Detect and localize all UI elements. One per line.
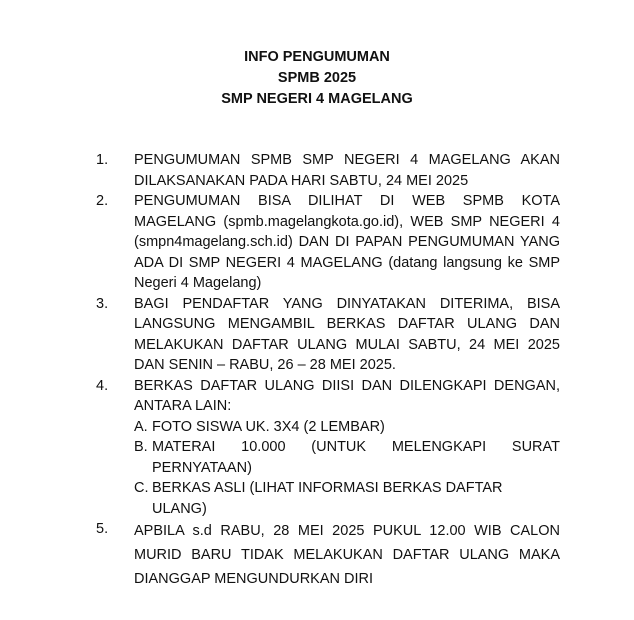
list-item-number: 2.	[96, 193, 109, 209]
list-item-1	[96, 150, 560, 191]
sub-item-text: BERKAS ASLI (LIHAT INFORMASI BERKAS DAFTAR ULANG)	[152, 480, 503, 517]
list-item-number: 1.	[96, 152, 109, 168]
sub-item-b	[134, 437, 560, 478]
list-item-number: 4.	[96, 377, 109, 394]
list-item-4	[96, 376, 560, 520]
list-item-3	[96, 294, 560, 376]
sub-item-a	[134, 417, 560, 438]
sub-item-letter: C.	[134, 480, 149, 496]
sub-item-text: MATERAI 10.000 (UNTUK MELENGKAPI SURAT PERNYATAAN)	[152, 439, 560, 476]
sub-item-c	[134, 478, 560, 519]
sub-item-letter: B.	[134, 439, 148, 455]
list-item-text: PENGUMUMAN SPMB SMP NEGERI 4 MAGELANG AKAN DILAKSANAKAN PADA HARI SABTU, 24 MEI 2025	[134, 152, 560, 189]
list-item-text: APBILA s.d RABU, 28 MEI 2025 PUKUL 12.00 WIB CALON MURID BARU TIDAK MELAKUKAN DAFTAR ULANG MAKA DIANGGAP MENGUNDURKAN DIRI	[134, 523, 560, 587]
announcement-list	[96, 150, 560, 591]
header-title: INFO PENGUMUMAN	[244, 49, 390, 65]
list-item-text: BAGI PENDAFTAR YANG DINYATAKAN DITERIMA, BISA LANGSUNG MENGAMBIL BERKAS DAFTAR ULANG DAN MELAKUKAN DAFTAR ULANG MULAI SABTU, 24 MEI 2025 DAN SENIN – RABU, 26 – 28 MEI 2025.	[134, 295, 560, 373]
sub-item-letter: A.	[134, 418, 148, 435]
list-item-text: BERKAS DAFTAR ULANG DIISI DAN DILENGKAPI DENGAN, ANTARA LAIN:	[134, 377, 560, 414]
list-item-text: PENGUMUMAN BISA DILIHAT DI WEB SPMB KOTA MAGELANG (spmb.magelangkota.go.id), WEB SMP NEGERI 4 (smpn4magelang.sch.id) DAN DI PAPAN PENGUMUMAN YANG ADA DI SMP NEGERI 4 MAGELANG (datang langsung ke SMP Negeri 4 Magelang)	[134, 193, 560, 291]
list-item-2	[96, 191, 560, 294]
list-item-5	[96, 519, 560, 591]
list-item-number: 3.	[96, 295, 109, 312]
sub-item-text: FOTO SISWA UK. 3X4 (2 LEMBAR)	[152, 418, 385, 435]
announcement-header	[0, 47, 634, 110]
list-item-number: 5.	[96, 521, 109, 537]
header-subtitle: SPMB 2025	[277, 70, 357, 86]
header-school-name: SMP NEGERI 4 MAGELANG	[221, 91, 413, 107]
